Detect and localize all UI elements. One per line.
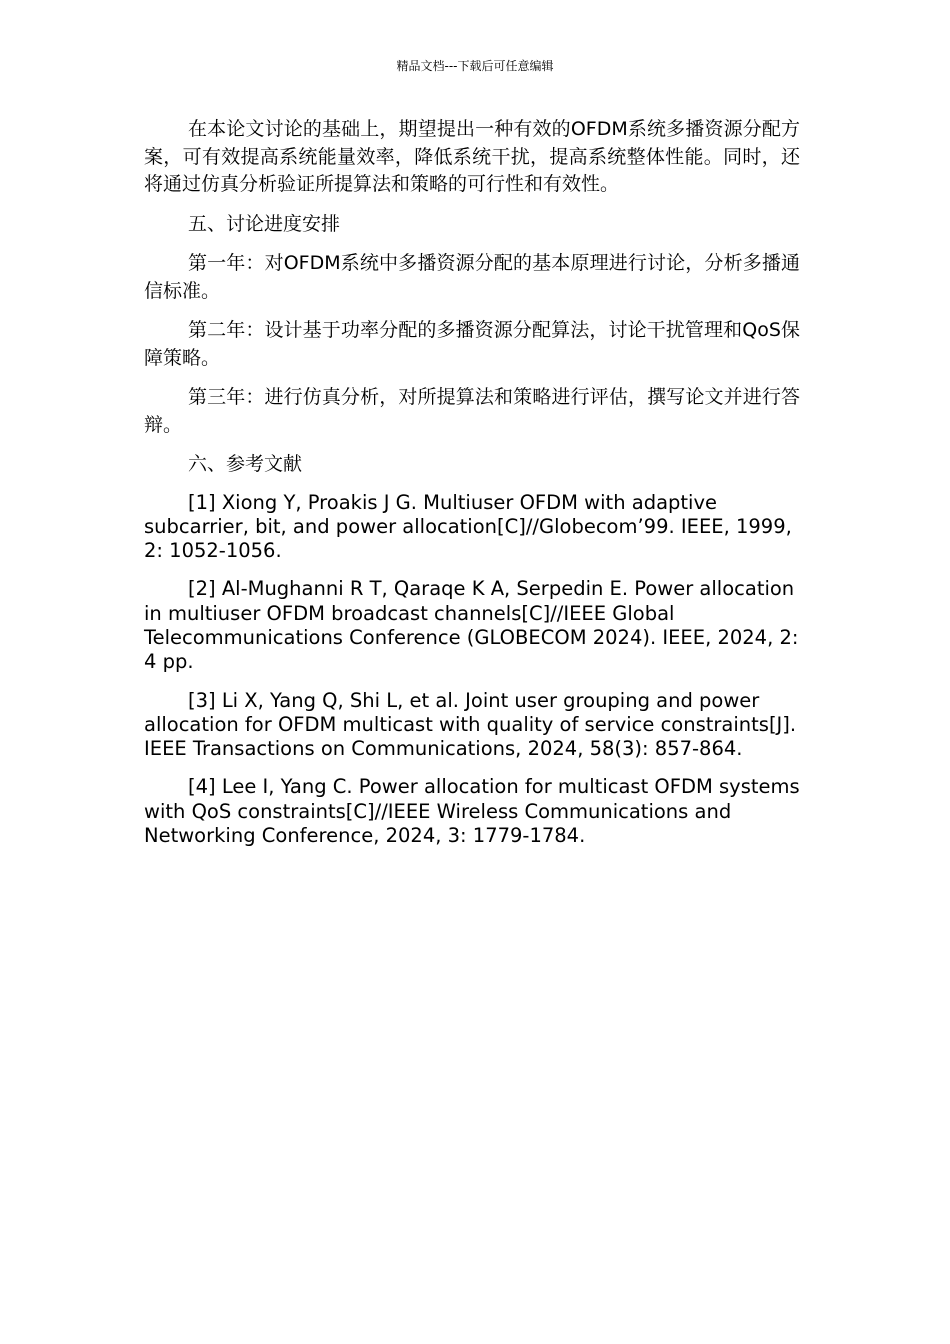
reference-item-2: [2] Al-Mughanni R T, Qaraqe K A, Serpedin E. Power allocation in multiuser OFDM broadcast channels[C]//IEEE Global Telecommunications Conference (GLOBECOM 2024). IEEE, 2024, 2: 4 pp.: [144, 577, 799, 674]
page-header: 精品文档---下载后可任意编辑: [396, 59, 554, 73]
reference-item-1: [1] Xiong Y, Proakis J G. Multiuser OFDM with adaptive subcarrier, bit, and power allocation[C]//Globecom’99. IEEE, 1999, 2: 1052-1056.: [144, 490, 792, 563]
intro-paragraph: 在本论文讨论的基础上，期望提出一种有效的OFDM系统多播资源分配方案，可有效提高系统能量效率，降低系统干扰，提高系统整体性能。同时，还将通过仿真分析验证所提算法和策略的可行性和有效性。: [144, 118, 800, 195]
section-heading-schedule: 五、讨论进度安排: [188, 212, 341, 235]
document-body: [144, 116, 800, 862]
schedule-item-year-2: 第二年：设计基于功率分配的多播资源分配算法，讨论干扰管理和QoS保障策略。: [144, 319, 800, 369]
reference-item-4: [4] Lee I, Yang C. Power allocation for multicast OFDM systems with QoS constraints[C]//IEEE Wireless Communications and Networking Conference, 2024, 3: 1779-1784.: [144, 775, 800, 848]
reference-item-3: [3] Li X, Yang Q, Shi L, et al. Joint user grouping and power allocation for OFDM multicast with quality of service constraints[J]. IEEE Transactions on Communications, 2024, 58(3): 857-864.: [144, 688, 797, 761]
schedule-item-year-1: 第一年：对OFDM系统中多播资源分配的基本原理进行讨论，分析多播通信标准。: [144, 252, 800, 302]
section-heading-references: 六、参考文献: [188, 453, 303, 475]
schedule-item-year-3: 第三年：进行仿真分析，对所提算法和策略进行评估，撰写论文并进行答辩。: [144, 386, 800, 436]
